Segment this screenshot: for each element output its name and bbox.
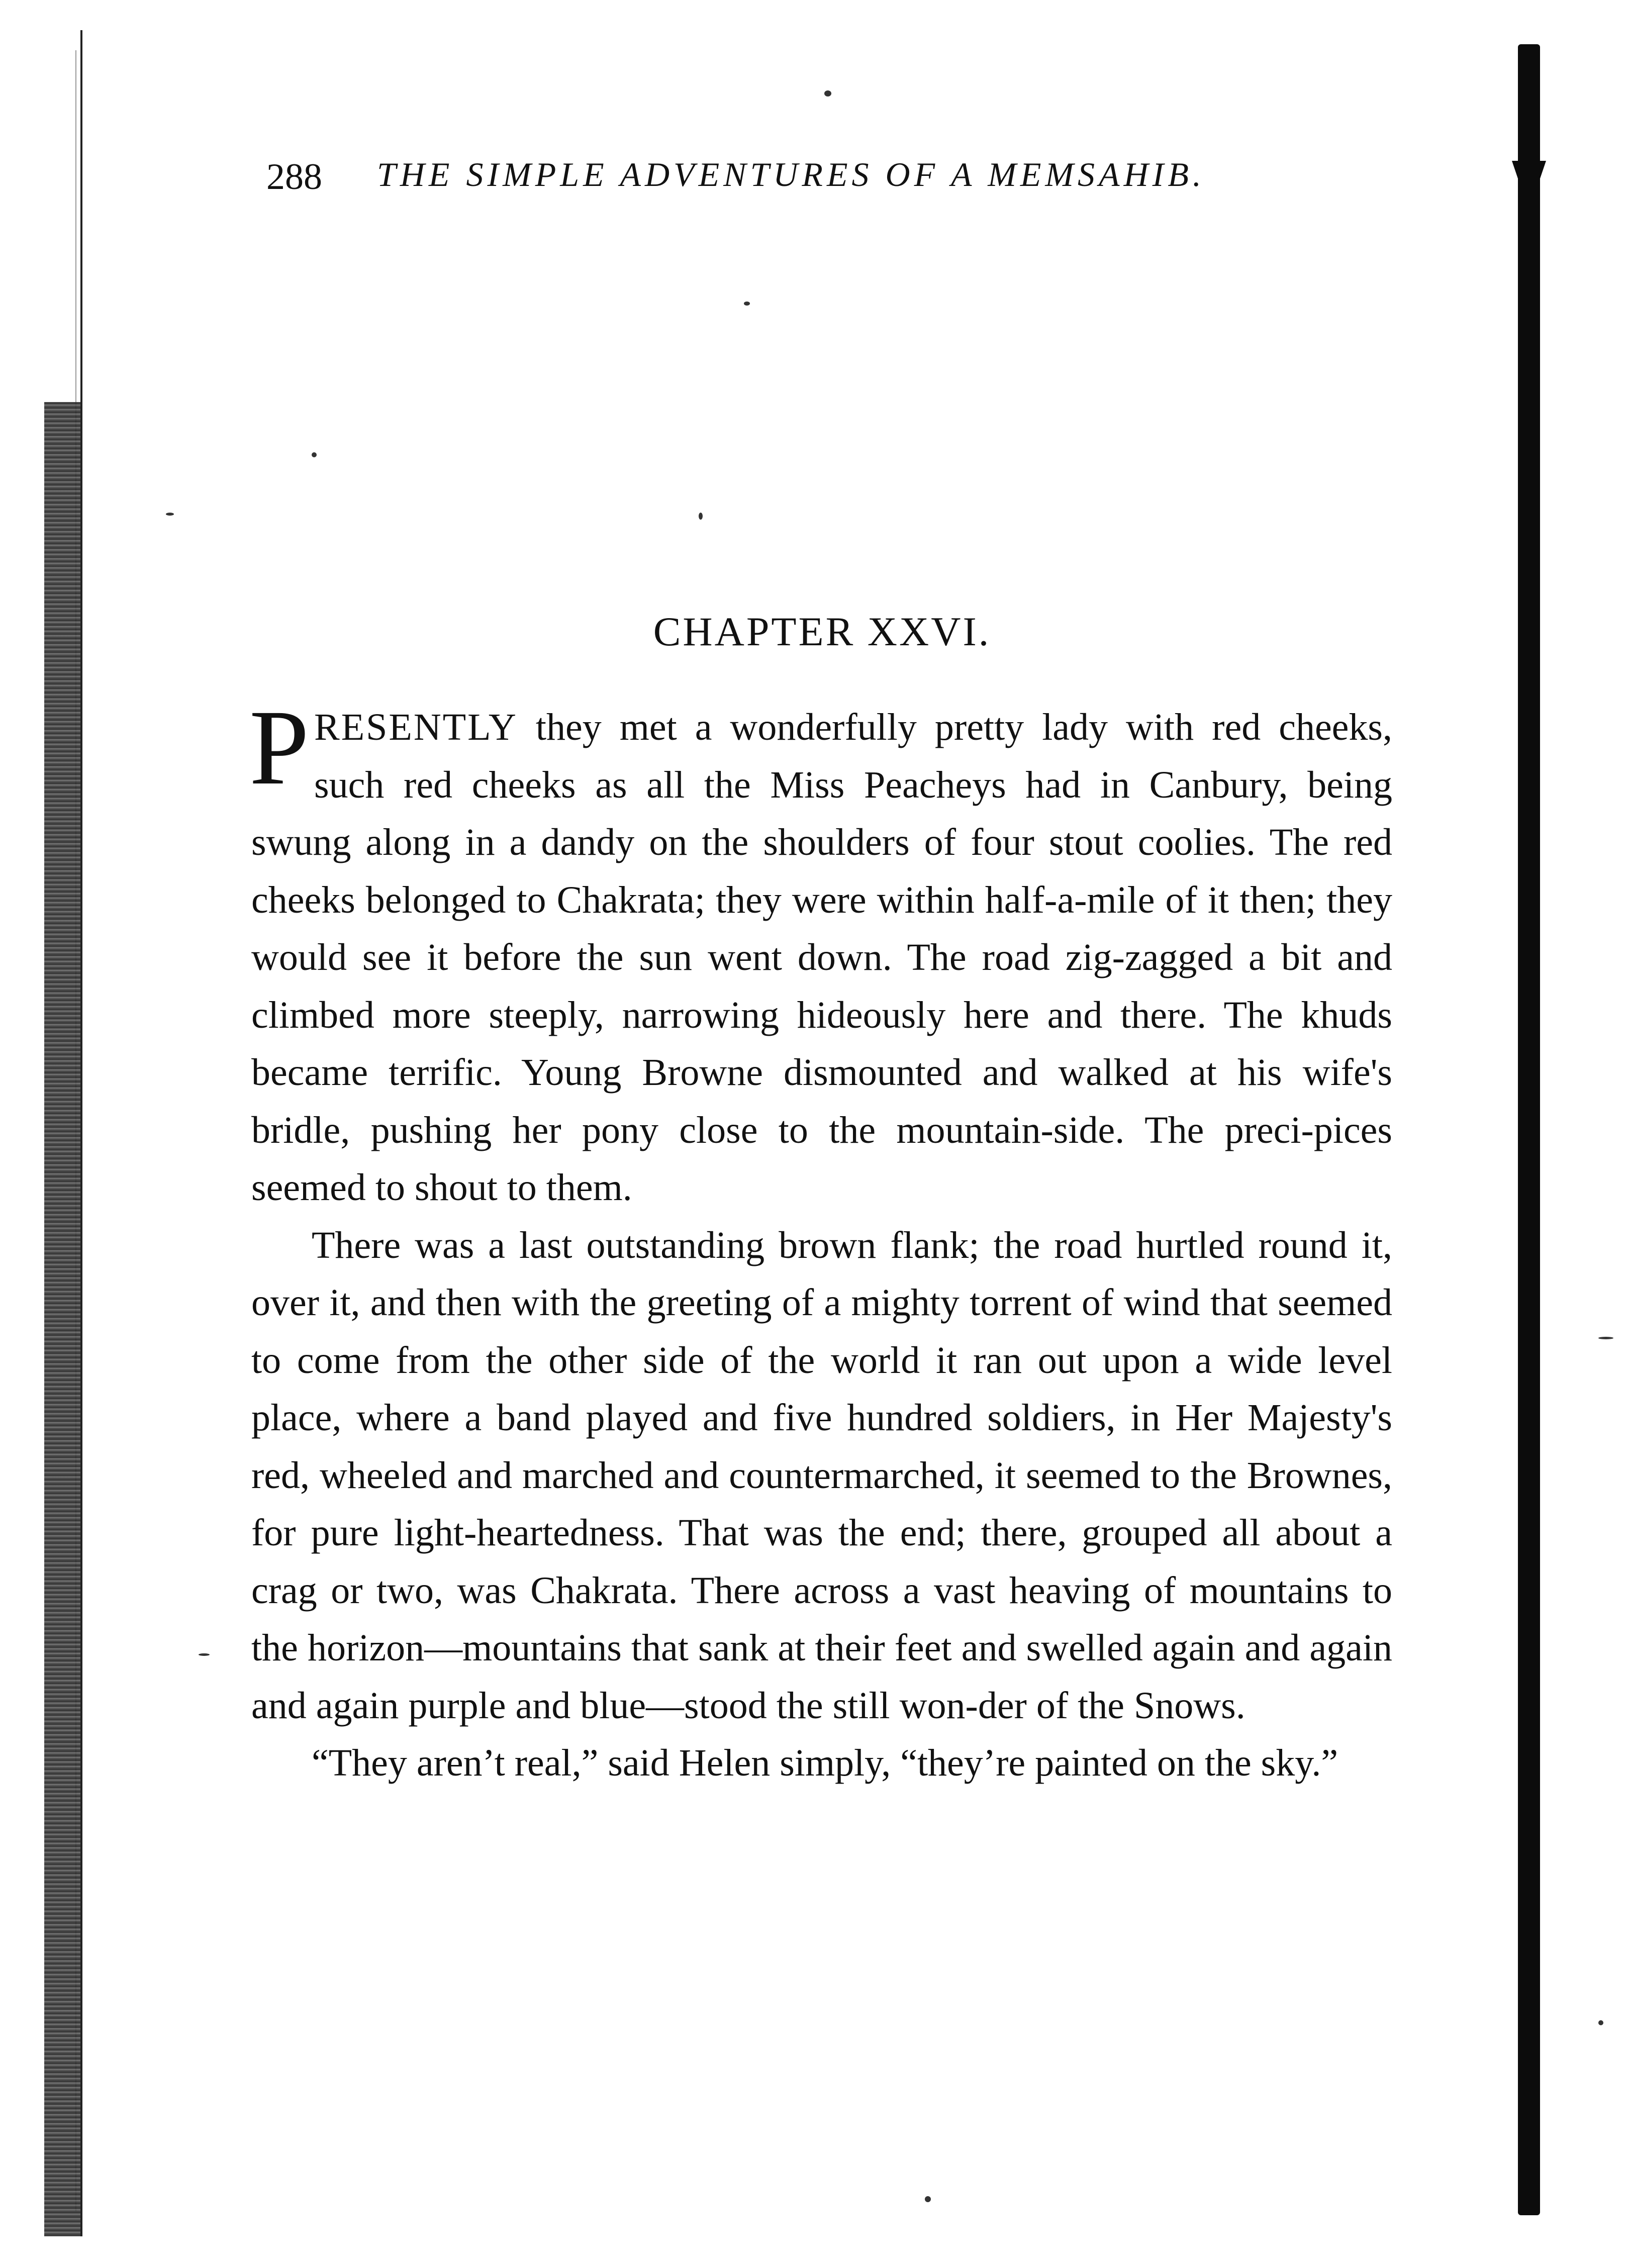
paragraph-1-text: they met a wonderfully pretty lady with red cheeks, such red cheeks as all the Miss Peacheys had in Canbury, being swung along in a dandy on the shoulders of four stout coolies. The red cheeks belonged to Chakrata; they were within half-a-mile of it then; they would see it before the sun went down. The road zig-zagged a bit and climbed more steeply, narrowing hideously here and there. The khuds became terrific. Young Browne dismounted and walked at his wife's bridle, pushing her pony close to the mountain-side. The preci-pices seemed to shout to them. xyxy=(251,706,1392,1209)
page-edge-bar xyxy=(1518,44,1540,2215)
paragraph-1 xyxy=(249,688,1392,1217)
running-header xyxy=(266,151,1372,206)
scan-speck xyxy=(199,1653,210,1656)
scan-speck xyxy=(699,513,703,520)
drop-cap: P xyxy=(249,688,310,807)
binding-edge-line xyxy=(80,30,82,2236)
page-number: 288 xyxy=(266,156,322,198)
binding-gutter-shadow xyxy=(44,402,80,2236)
chapter-heading: CHAPTER XXVI. xyxy=(653,609,991,654)
scan-speck xyxy=(1598,2020,1603,2025)
page-edge-notch xyxy=(1512,161,1546,191)
scan-speck xyxy=(312,452,317,457)
running-title: THE SIMPLE ADVENTURES OF A MEMSAHIB. xyxy=(377,155,1205,193)
paragraph-lead-caps: RESENTLY xyxy=(314,706,518,748)
scan-speck xyxy=(925,2196,931,2202)
scan-speck xyxy=(824,90,831,96)
scan-speck xyxy=(166,513,174,516)
paragraph-3: “They aren’t real,” said Helen simply, “they’re painted on the sky.” xyxy=(312,1742,1338,1784)
paragraph-2: There was a last outstanding brown flank; the road hurtled round it, over it, and then with the greeting of a mighty torrent of wind that seemed to come from the other side of the world it ran out upon a wide level place, where a band played and five hundred soldiers, in Her Majesty's red, wheeled and marched and countermarched, it seemed to the Brownes, for pure light-heartedness. That was the end; there, grouped all about a crag or two, was Chakrata. There across a vast heaving of mountains to the horizon—mountains that sank at their feet and swelled again and again and again purple and blue—stood the still won-der of the Snows. xyxy=(251,1224,1392,1727)
scan-speck xyxy=(744,302,750,306)
scan-speck xyxy=(1598,1337,1613,1339)
chapter-body xyxy=(249,688,1392,1792)
